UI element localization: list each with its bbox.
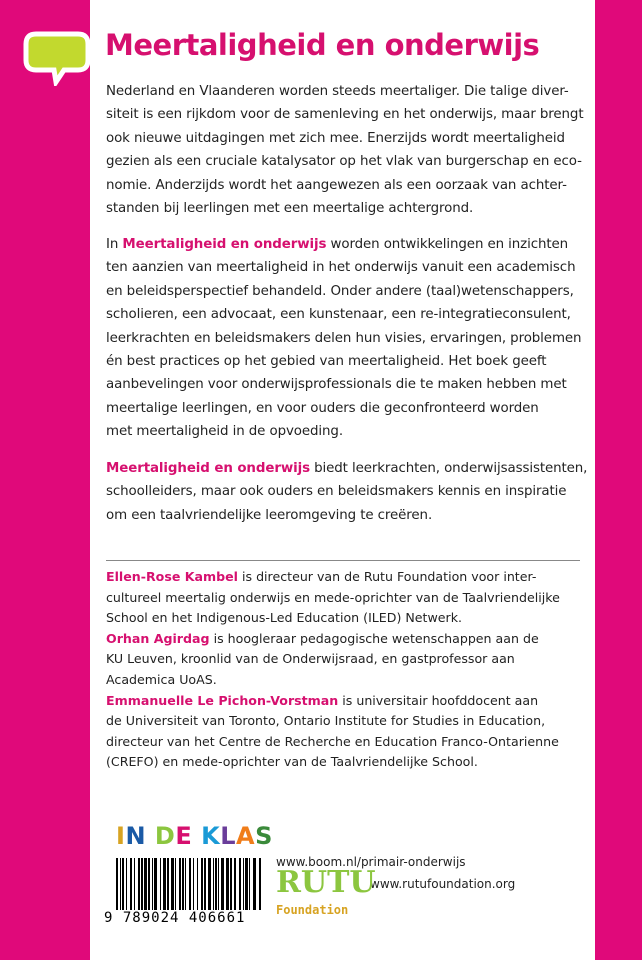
line-text: Nederland en Vlaanderen worden steeds meertaliger. Die talige diver- <box>106 84 569 99</box>
line-text: siteit is een rijkdom voor de samenleving en het onderwijs, maar brengt <box>106 107 584 123</box>
barcode-bar <box>221 858 224 910</box>
barcode-bar <box>171 858 174 910</box>
barcode-bar <box>249 858 250 910</box>
barcode-bar <box>234 858 236 910</box>
text-line <box>106 752 560 773</box>
line-text: meertalige leerlingen, en voor ouders die geconfronteerd worden <box>106 400 539 416</box>
line-text: met meertaligheid in de opvoeding. <box>106 424 343 440</box>
line-text: én best practices op het gebied van meertaligheid. Het boek geeft <box>106 353 547 369</box>
logo-letter: L <box>220 822 236 850</box>
barcode-bar <box>126 858 127 910</box>
line-text: worden ontwikkelingen en inzichten <box>326 237 569 252</box>
line-text: en beleidsperspectief behandeld. Onder andere (taal)wetenschappers, <box>106 283 574 299</box>
line-text: aanbevelingen voor onderwijsprofessionals die te maken hebben met <box>106 377 567 393</box>
divider <box>106 560 580 561</box>
logo-letter: A <box>235 822 256 850</box>
logo-letter: E <box>175 822 193 850</box>
logo-letter: I <box>116 822 126 850</box>
barcode-bar <box>163 858 166 910</box>
barcode-bar <box>230 858 232 910</box>
bold-highlight: Meertaligheid en onderwijs <box>122 237 327 252</box>
barcode-bar <box>182 858 184 910</box>
line-text: KU Leuven, kroonlid van de Onderwijsraad, en gastprofessor aan <box>106 651 515 667</box>
rutu-logo-sub: Foundation <box>276 903 349 917</box>
text-line <box>106 480 587 503</box>
barcode-bar <box>193 858 194 910</box>
line-text: gezien als een cruciale katalysator op het vlak van burgerschap en eco- <box>106 154 582 170</box>
line-prefix: In <box>106 237 123 252</box>
text-line <box>106 303 581 326</box>
series-logo-in-de-klas <box>116 822 273 850</box>
line-text: biedt leerkrachten, onderwijsassistenten, <box>309 461 588 476</box>
barcode-bar <box>138 858 140 910</box>
line-text: ten aanzien van meertaligheid in het onderwijs vanuit een academisch <box>106 260 576 276</box>
line-text: directeur van het Centre de Recherche en Education Franco-Ontarienne <box>106 733 559 749</box>
line-text: (CREFO) en mede-oprichter van de Taalvriendelijke School. <box>106 754 478 770</box>
audience-paragraph <box>106 457 587 527</box>
barcode-bar <box>215 858 217 910</box>
barcode-bar <box>141 858 143 910</box>
text-line <box>106 670 560 691</box>
text-line <box>106 457 587 480</box>
barcode-bar <box>226 858 229 910</box>
logo-letter: N <box>125 822 147 850</box>
text-line <box>106 127 583 150</box>
line-text: standen bij leerlingen met een meertalige achtergrond. <box>106 200 474 216</box>
barcode-bar <box>208 858 211 910</box>
text-line <box>106 327 581 350</box>
barcode-bar <box>152 858 153 910</box>
barcode <box>116 858 261 910</box>
book-title: Meertaligheid en onderwijs <box>105 28 540 62</box>
barcode-bar <box>239 858 241 910</box>
line-text: de Universiteit van Toronto, Ontario Institute for Studies in Education, <box>106 713 546 729</box>
text-line <box>106 420 581 443</box>
line-text: nomie. Anderzijds wordt het aangewezen als een oorzaak van achter- <box>106 177 567 193</box>
barcode-bar <box>154 858 157 910</box>
isbn-number: 9 789024 406661 <box>104 910 246 926</box>
bold-highlight: Meertaligheid en onderwijs <box>106 461 310 476</box>
text-line <box>106 80 583 103</box>
barcode-bar <box>167 858 169 910</box>
barcode-bar <box>213 858 214 910</box>
text-line <box>106 103 583 126</box>
barcode-bar <box>148 858 150 910</box>
barcode-bar <box>134 858 135 910</box>
text-line <box>106 691 560 712</box>
boom-url[interactable]: www.boom.nl/primair-onderwijs <box>276 855 466 869</box>
text-line <box>106 350 581 373</box>
content-paragraph <box>106 233 581 444</box>
bold-highlight: Ellen-Rose Kambel <box>106 569 238 584</box>
barcode-bar <box>130 858 132 910</box>
bold-highlight: Emmanuelle Le Pichon-Vorstman <box>106 692 339 708</box>
line-text: cultureel meertalig onderwijs en mede-oprichter van de Taalvriendelijke <box>106 589 560 605</box>
line-text: om een taalvriendelijke leeromgeving te creëren. <box>106 507 433 523</box>
line-text: leerkrachten en beleidsmakers delen hun visies, ervaringen, problemen <box>106 330 582 346</box>
barcode-bar <box>197 858 198 910</box>
text-line <box>106 233 581 256</box>
barcode-bar <box>160 858 161 910</box>
logo-letter <box>192 822 201 850</box>
line-text: is universitair hoofddocent aan <box>338 692 539 708</box>
line-text: schoolleiders, maar ook ouders en beleidsmakers kennis en inspiratie <box>106 484 567 500</box>
barcode-bar <box>116 858 118 910</box>
text-line <box>106 397 581 420</box>
line-text: is directeur van de Rutu Foundation voor inter- <box>238 569 537 584</box>
logo-letter: D <box>154 822 176 850</box>
rutu-logo: RUTU <box>276 865 376 900</box>
text-line <box>106 150 583 173</box>
barcode-bar <box>179 858 181 910</box>
line-text: scholieren, een advocaat, een kunstenaar, een re-integratieconsulent, <box>106 307 571 323</box>
logo-letter: K <box>201 822 221 850</box>
barcode-bar <box>243 858 244 910</box>
text-line <box>106 608 560 629</box>
logo-letter <box>146 822 155 850</box>
line-text: ook nieuwe uitdagingen met zich mee. Enerzijds wordt meertaligheid <box>106 130 565 146</box>
line-text: Academica UoAS. <box>106 671 217 687</box>
text-line <box>106 174 583 197</box>
text-line <box>106 588 560 609</box>
speech-bubble-icon <box>22 30 92 86</box>
text-line <box>106 629 560 650</box>
text-line <box>106 504 587 527</box>
rutu-url[interactable]: www.rutufoundation.org <box>370 877 516 891</box>
barcode-bar <box>253 858 256 910</box>
bold-highlight: Orhan Agirdag <box>106 630 210 646</box>
barcode-bar <box>204 858 206 910</box>
barcode-bar <box>144 858 147 910</box>
text-line <box>106 373 581 396</box>
barcode-bar <box>245 858 248 910</box>
barcode-bar <box>259 858 261 910</box>
barcode-bar <box>189 858 191 910</box>
intro-paragraph <box>106 80 583 220</box>
text-line <box>106 197 583 220</box>
barcode-bar <box>120 858 121 910</box>
barcode-bar <box>201 858 203 910</box>
author-bios <box>106 567 560 773</box>
text-line <box>106 256 581 279</box>
logo-letter: S <box>255 822 273 850</box>
line-text: School en het Indigenous-Led Education (ILED) Netwerk. <box>106 610 463 626</box>
text-line <box>106 711 560 732</box>
text-line <box>106 280 581 303</box>
barcode-bar <box>175 858 176 910</box>
text-line <box>106 567 560 588</box>
barcode-bar <box>122 858 124 910</box>
barcode-bar <box>185 858 186 910</box>
text-line <box>106 732 560 753</box>
text-line <box>106 649 560 670</box>
barcode-bar <box>218 858 219 910</box>
line-text: is hoogleraar pedagogische wetenschappen aan de <box>209 630 539 646</box>
